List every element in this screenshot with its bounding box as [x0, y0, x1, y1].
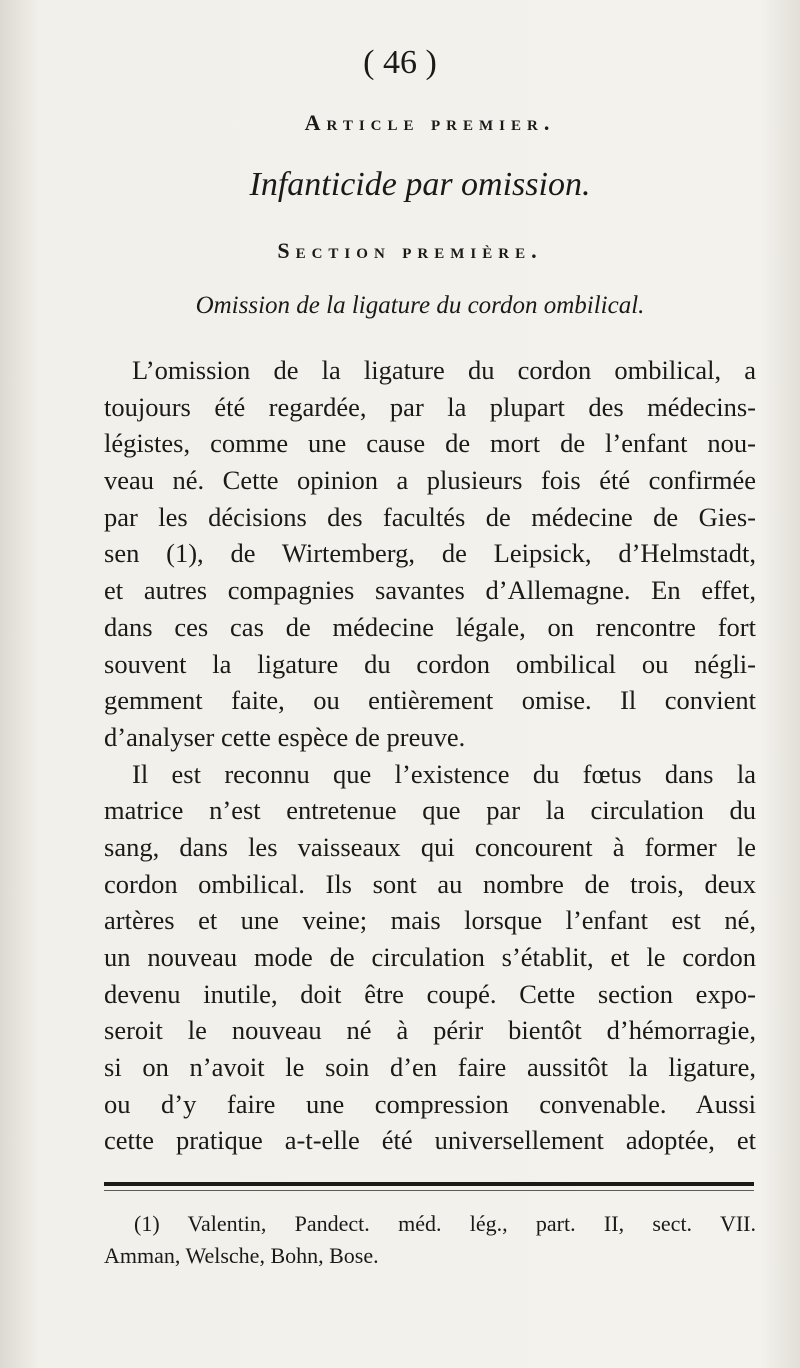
body-line: seroit le nouveau né à périr bientôt d’hémorragie, [104, 1015, 756, 1046]
body-text [104, 352, 756, 1159]
body-line: souvent la ligature du cordon ombilical ou négli- [104, 648, 756, 679]
footnote-line: (1) Valentin, Pandect. méd. lég., part. II, sect. VII. [134, 1211, 756, 1236]
body-line: matrice n’est entretenue que par la circulation du [104, 795, 756, 826]
article-title: Infanticide par omission. [249, 166, 591, 203]
body-line: sang, dans les vaisseaux qui concourent à former le [104, 831, 756, 862]
body-line: toujours été regardée, par la plupart des médecins- [104, 391, 756, 422]
footnote-divider-thin [104, 1190, 754, 1191]
body-line: légistes, comme une cause de mort de l’enfant nou- [104, 428, 756, 459]
body-line: dans ces cas de médecine légale, on rencontre fort [104, 611, 756, 642]
body-line: artères et une veine; mais lorsque l’enfant est né, [104, 905, 756, 936]
section-title: Omission de la ligature du cordon ombilical. [195, 292, 645, 319]
body-line: d’analyser cette espèce de preuve. [104, 721, 466, 752]
footnote-line: Amman, Welsche, Bohn, Bose. [104, 1243, 379, 1268]
body-line: ou d’y faire une compression convenable. Aussi [104, 1088, 756, 1119]
body-line: veau né. Cette opinion a plusieurs fois été confirmée [104, 465, 756, 496]
body-line: un nouveau mode de circulation s’établit, et le cordon [104, 942, 756, 972]
footnote-divider [104, 1182, 754, 1186]
article-heading: Article premier. [304, 110, 556, 135]
body-line: cordon ombilical. Ils sont au nombre de trois, deux [104, 868, 756, 899]
page-number: ( 46 ) [363, 44, 437, 81]
body-line: si on n’avoit le soin d’en faire aussitôt la ligature, [104, 1052, 756, 1083]
body-line: L’omission de la ligature du cordon ombilical, a [132, 355, 756, 385]
body-line: Il est reconnu que l’existence du fœtus dans la [132, 758, 756, 789]
body-line: par les décisions des facultés de médecine de Gies- [104, 501, 756, 532]
body-line: sen (1), de Wirtemberg, de Leipsick, d’Helmstadt, [104, 538, 756, 569]
body-line: cette pratique a-t-elle été universellement adoptée, et [104, 1125, 756, 1156]
body-line: et autres compagnies savantes d’Allemagne. En effet, [104, 575, 756, 606]
body-line: gemment faite, ou entièrement omise. Il convient [104, 685, 756, 716]
section-heading: Section première. [277, 238, 543, 263]
body-line: devenu inutile, doit être coupé. Cette section expo- [104, 978, 756, 1009]
footnote [104, 1208, 756, 1272]
